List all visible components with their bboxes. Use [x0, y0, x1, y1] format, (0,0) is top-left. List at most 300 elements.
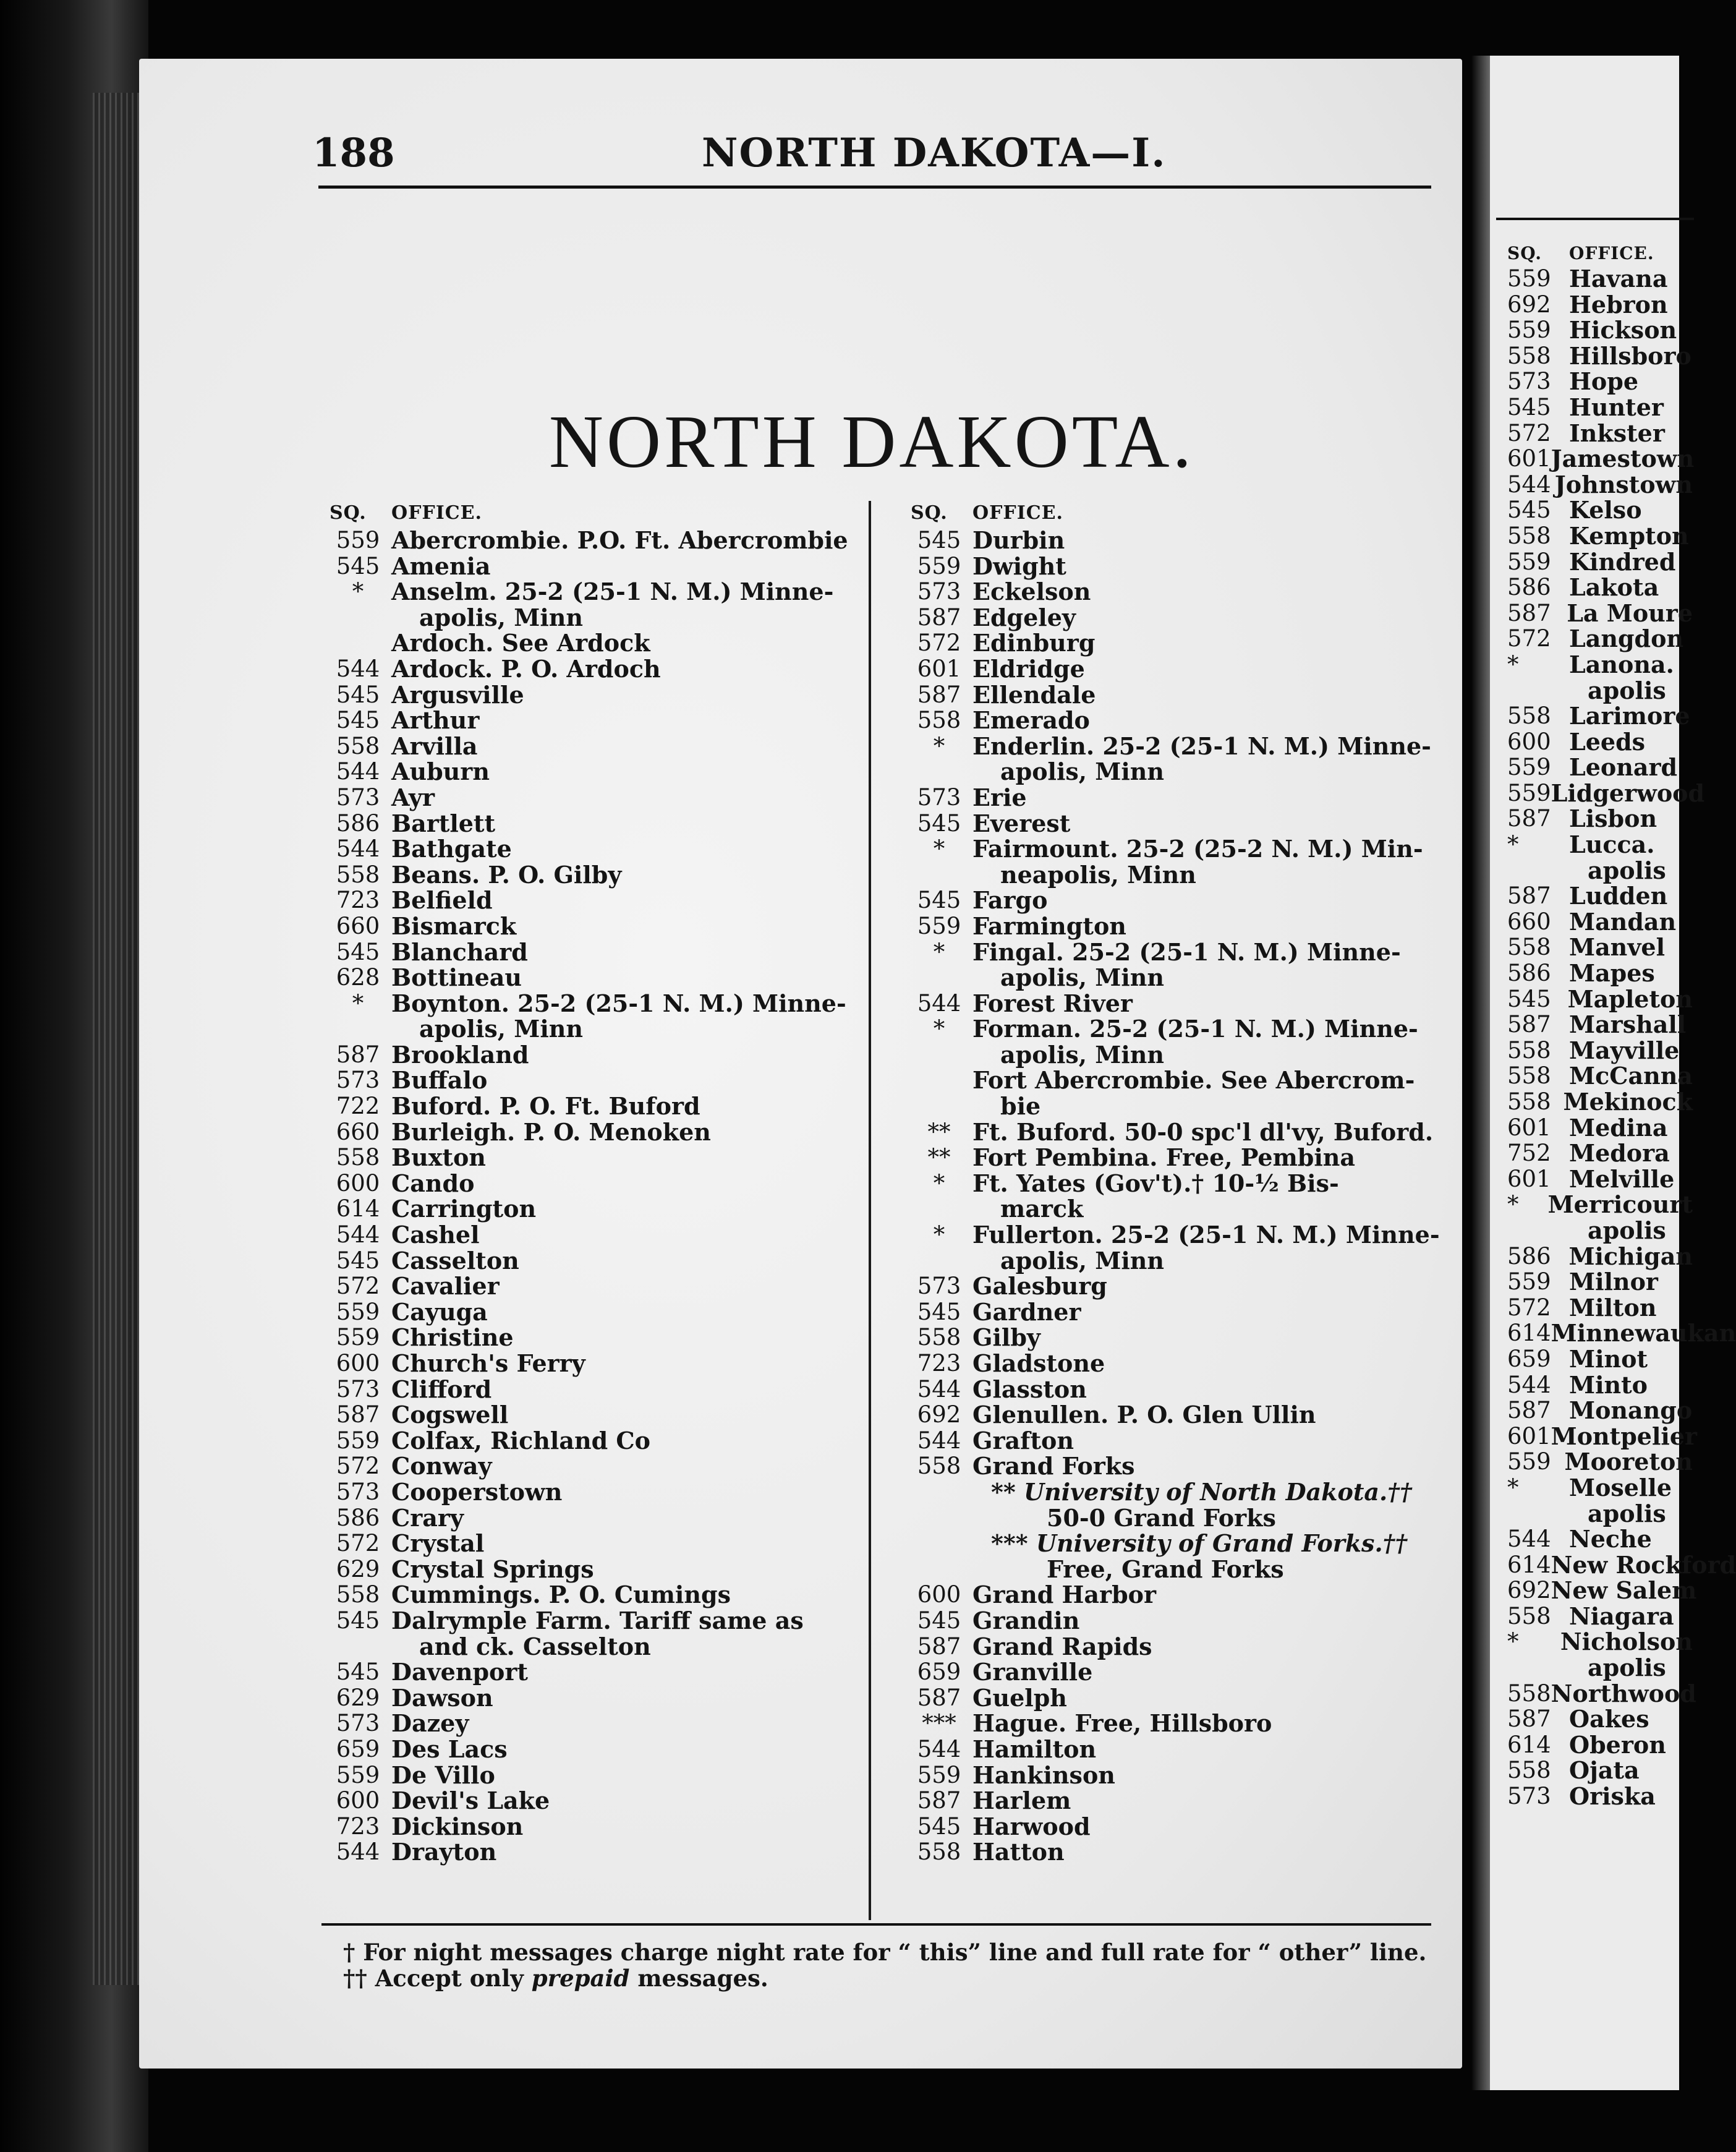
- entry-office: Dickinson: [391, 1812, 524, 1840]
- entry-sq: 545: [917, 1607, 961, 1634]
- directory-entry: [906, 682, 1450, 708]
- directory-entry: [1507, 729, 1693, 755]
- entry-office: Marshall: [1569, 1010, 1687, 1039]
- entry-office: New Rockford: [1551, 1550, 1736, 1579]
- directory-entry: [906, 605, 1450, 631]
- directory-entry: [1507, 1422, 1698, 1450]
- entry-sq: [325, 630, 391, 656]
- entry-office: Lucca.: [1569, 830, 1655, 859]
- directory-entry: [325, 1222, 887, 1248]
- column-header: [906, 498, 1450, 527]
- directory-entry: [1507, 1475, 1693, 1501]
- entry-office: Arthur: [391, 706, 480, 735]
- entry-sq: 601: [917, 655, 961, 682]
- entry-sq: 545: [1507, 985, 1551, 1012]
- entry-office: Lanona.: [1569, 650, 1674, 678]
- entry-office: Dalrymple Farm. Tariff same as: [391, 1606, 804, 1634]
- entry-sq: 558: [917, 1324, 961, 1351]
- entry-sq: [906, 1556, 972, 1582]
- entry-sq: 600: [336, 1169, 380, 1197]
- entry-office: Milton: [1569, 1293, 1657, 1322]
- directory-entry: [325, 1710, 887, 1736]
- entry-office: Neche: [1569, 1525, 1652, 1553]
- directory-entry: [1507, 858, 1693, 884]
- directory-entry: [325, 785, 887, 811]
- directory-entry: [1507, 446, 1693, 472]
- directory-entry: [1507, 1757, 1693, 1783]
- entry-sq: 559: [917, 552, 961, 579]
- entry-office: Buxton: [391, 1143, 486, 1172]
- entry-sq: 558: [1507, 342, 1551, 369]
- directory-entry: [325, 1453, 887, 1479]
- entry-sq: 573: [917, 1273, 961, 1300]
- entry-office: Mekinock: [1563, 1088, 1693, 1116]
- directory-entry: [1507, 1783, 1693, 1809]
- entry-sq: 545: [917, 527, 961, 553]
- office-column-fragment: [1507, 240, 1736, 1811]
- entry-office: apolis: [1588, 1654, 1666, 1682]
- entry-office: Medina: [1569, 1113, 1668, 1142]
- entry-sq: 544: [336, 1221, 380, 1249]
- entry-sq: 614: [336, 1195, 380, 1223]
- entry-sq: 559: [917, 912, 961, 939]
- directory-entry: [325, 759, 887, 785]
- entry-office: Everest: [972, 809, 1071, 837]
- directory-entry: [325, 1042, 887, 1068]
- entry-office: Fairmount. 25-2 (25-2 N. M.) Min-: [972, 835, 1423, 863]
- entry-sq: [906, 862, 972, 888]
- directory-entry: [906, 1325, 1450, 1351]
- directory-entry: [325, 1351, 887, 1377]
- entry-sq: *: [1507, 1191, 1519, 1218]
- entry-sq: 573: [336, 1375, 380, 1403]
- entry-sq: 558: [336, 1144, 380, 1171]
- directory-entry: [1507, 369, 1693, 395]
- entry-sq: 559: [336, 1324, 380, 1351]
- directory-entry: [1507, 806, 1693, 832]
- directory-page: [139, 59, 1462, 2069]
- entry-office: Cashel: [391, 1221, 480, 1249]
- entry-sq: 659: [1507, 1345, 1551, 1372]
- entry-office: Glasston: [972, 1375, 1087, 1403]
- entry-office: apolis, Minn: [1000, 758, 1165, 786]
- entry-sq: **: [927, 1144, 951, 1171]
- entry-office: Gardner: [972, 1297, 1081, 1326]
- entry-office: apolis: [1588, 856, 1666, 884]
- directory-entry: [325, 1196, 887, 1222]
- entry-office: Mandan: [1569, 907, 1677, 936]
- entry-office: Medora: [1569, 1139, 1670, 1168]
- directory-entry: [906, 1762, 1450, 1788]
- directory-entry: [906, 1119, 1450, 1145]
- directory-entry: [1507, 1140, 1693, 1166]
- entry-sq: 586: [336, 809, 380, 837]
- directory-entry: [1507, 317, 1693, 343]
- entry-office: Church's Ferry: [391, 1349, 585, 1377]
- entry-sq: 752: [1507, 1140, 1551, 1167]
- entry-sq: [906, 1196, 972, 1222]
- entry-office: apolis: [1588, 676, 1666, 704]
- entry-sq: 544: [917, 1735, 961, 1762]
- entry-office: Cayuga: [391, 1297, 488, 1326]
- entry-office: Mooreton: [1564, 1448, 1693, 1476]
- entry-sq: 587: [917, 604, 961, 631]
- entry-office: Leonard: [1569, 753, 1678, 782]
- directory-entry: [906, 1479, 1450, 1505]
- directory-entry: [1507, 1063, 1693, 1089]
- entry-sq: 558: [1507, 1757, 1551, 1784]
- entry-office: Northwood: [1551, 1679, 1696, 1707]
- directory-entry: [1507, 600, 1693, 626]
- entry-office: 50-0 Grand Forks: [1047, 1503, 1276, 1532]
- entry-sq: ***: [922, 1710, 956, 1737]
- directory-entry: [906, 1402, 1450, 1428]
- directory-entry: [1507, 472, 1693, 498]
- directory-entry: [906, 1582, 1450, 1608]
- directory-entry: [325, 1839, 887, 1865]
- entry-office: Mapes: [1569, 959, 1655, 988]
- directory-entry: [325, 1299, 887, 1325]
- entry-office: Brookland: [391, 1040, 529, 1069]
- directory-entry: [906, 1788, 1450, 1814]
- entry-sq: 629: [336, 1684, 380, 1711]
- entry-list: [1507, 265, 1736, 1811]
- entry-office: Melville: [1569, 1164, 1675, 1193]
- directory-entry: [1507, 1398, 1693, 1424]
- directory-entry: [906, 1067, 1450, 1093]
- directory-entry: [325, 811, 887, 837]
- entry-sq: 544: [336, 758, 380, 785]
- entry-office: Drayton: [391, 1838, 497, 1866]
- directory-entry: [1507, 1166, 1693, 1192]
- gutter-shadow: [1471, 56, 1490, 2090]
- entry-office: Crystal Springs: [391, 1555, 594, 1583]
- entry-sq: *: [1507, 1628, 1519, 1655]
- entry-sq: 559: [1507, 265, 1551, 292]
- entry-office: apolis: [1588, 1499, 1666, 1527]
- directory-entry: [906, 913, 1450, 939]
- entry-office: Ft. Buford. 50-0 spc'l dl'vy, Buford.: [972, 1117, 1434, 1146]
- entry-office: Fingal. 25-2 (25-1 N. M.) Minne-: [972, 937, 1401, 966]
- entry-sq: 587: [917, 1787, 961, 1814]
- entry-sq: 601: [1507, 445, 1551, 472]
- directory-entry: [325, 836, 887, 862]
- sq-header: SQ.: [330, 502, 367, 524]
- directory-entry: [906, 965, 1450, 991]
- directory-entry: [325, 991, 887, 1017]
- entry-sq: 545: [336, 938, 380, 965]
- entry-office: Buford. P. O. Ft. Buford: [391, 1092, 700, 1121]
- entry-office: Kempton: [1569, 521, 1689, 550]
- directory-entry: [325, 1505, 887, 1531]
- entry-sq: 558: [1507, 522, 1551, 549]
- directory-entry: [325, 1171, 887, 1197]
- entry-sq: 573: [336, 1478, 380, 1505]
- entry-sq: 572: [1507, 625, 1551, 652]
- directory-entry: [906, 991, 1450, 1017]
- directory-entry: [1507, 1244, 1693, 1270]
- entry-sq: 722: [336, 1093, 380, 1120]
- entry-office: Dwight: [972, 552, 1066, 580]
- entry-office: Minnewaukan: [1551, 1319, 1736, 1347]
- entry-office: Langdon: [1569, 625, 1684, 653]
- sq-header: SQ.: [911, 502, 948, 524]
- directory-entry: [1507, 549, 1693, 575]
- directory-entry: [906, 1171, 1450, 1197]
- entry-sq: 573: [917, 578, 961, 605]
- entry-office: Minot: [1569, 1344, 1648, 1373]
- entry-sq: [906, 1093, 972, 1119]
- directory-entry: [325, 733, 887, 759]
- entry-sq: [1507, 1218, 1569, 1244]
- entry-sq: 573: [336, 1067, 380, 1094]
- directory-entry: [1507, 754, 1693, 780]
- directory-entry: [906, 1042, 1450, 1068]
- entry-sq: [1507, 678, 1569, 704]
- entry-sq: 545: [336, 1659, 380, 1686]
- entry-office: Farmington: [972, 912, 1126, 940]
- directory-entry: [1507, 1269, 1693, 1295]
- entry-sq: 544: [917, 1427, 961, 1454]
- directory-entry: [906, 1556, 1450, 1582]
- entry-office: Blanchard: [391, 937, 528, 966]
- entry-sq: 692: [1507, 1577, 1551, 1604]
- entry-sq: 723: [336, 887, 380, 914]
- entry-office: Bismarck: [391, 912, 517, 940]
- entry-office: Grafton: [972, 1426, 1074, 1454]
- entry-sq: 659: [336, 1735, 380, 1762]
- entry-office: Argusville: [391, 680, 524, 709]
- entry-sq: *: [352, 989, 364, 1017]
- entry-sq: [1507, 1655, 1569, 1681]
- directory-entry: [906, 1145, 1450, 1171]
- directory-entry: [1507, 1679, 1696, 1707]
- entry-office: Dawson: [391, 1683, 493, 1712]
- directory-entry: [906, 1428, 1450, 1454]
- entry-office: Cando: [391, 1169, 475, 1197]
- column-divider: [869, 501, 871, 1920]
- directory-entry: [1507, 779, 1705, 807]
- directory-entry: [1507, 1526, 1693, 1552]
- entry-sq: 545: [917, 887, 961, 914]
- directory-entry: [325, 1248, 887, 1274]
- directory-entry: [906, 1377, 1450, 1403]
- entry-office: La Moure: [1567, 599, 1693, 627]
- directory-entry: [1507, 1576, 1697, 1605]
- entry-office: Emerado: [972, 706, 1090, 735]
- entry-sq: 559: [336, 527, 380, 553]
- directory-entry: [906, 1634, 1450, 1660]
- entry-office: Larimore: [1569, 702, 1690, 730]
- entry-sq: *: [933, 732, 945, 759]
- column-header: [1507, 240, 1693, 266]
- directory-entry: [1507, 1732, 1693, 1758]
- entry-office: Michigan: [1568, 1242, 1693, 1270]
- directory-entry: [1507, 703, 1693, 729]
- entry-office: Forest River: [972, 989, 1133, 1017]
- entry-sq: 558: [917, 707, 961, 734]
- entry-sq: *: [933, 1169, 945, 1197]
- directory-entry: [1507, 421, 1693, 446]
- entry-sq: 559: [1507, 317, 1551, 344]
- entry-office: Cummings. P. O. Cumings: [391, 1581, 731, 1609]
- entry-office: Ojata: [1569, 1756, 1640, 1785]
- entry-office: Crystal: [391, 1529, 485, 1558]
- entry-sq: [906, 1505, 972, 1531]
- entry-office: Christine: [391, 1323, 514, 1352]
- entry-sq: 559: [917, 1761, 961, 1788]
- entry-office: Edinburg: [972, 629, 1096, 657]
- entry-sq: *: [933, 1015, 945, 1043]
- entry-sq: [325, 1634, 391, 1660]
- entry-office: Hague. Free, Hillsboro: [972, 1709, 1272, 1738]
- entry-sq: 559: [336, 1298, 380, 1325]
- entry-office: Kelso: [1569, 496, 1642, 524]
- entry-list: [906, 527, 1450, 1865]
- directory-entry: [325, 707, 887, 733]
- directory-entry: [325, 1556, 887, 1582]
- directory-entry: [906, 1351, 1450, 1377]
- entry-office: Milnor: [1569, 1268, 1658, 1296]
- entry-sq: 558: [1507, 702, 1551, 730]
- entry-sq: 600: [917, 1581, 961, 1608]
- entry-sq: 600: [336, 1350, 380, 1377]
- entry-office: Dazey: [391, 1709, 469, 1738]
- entry-office: De Villo: [391, 1761, 495, 1789]
- entry-sq: 544: [917, 1375, 961, 1403]
- directory-entry: [325, 1016, 887, 1042]
- directory-entry: [1507, 832, 1693, 858]
- entry-sq: 659: [917, 1659, 961, 1686]
- entry-sq: 587: [1507, 882, 1551, 910]
- directory-entry: [325, 1402, 887, 1428]
- entry-sq: 692: [1507, 291, 1551, 318]
- entry-sq: 723: [336, 1813, 380, 1840]
- header-rule: [1496, 218, 1694, 220]
- entry-office: New Salem: [1551, 1576, 1697, 1605]
- entry-sq: 586: [1507, 1242, 1551, 1270]
- footer-rule: [321, 1923, 1431, 1926]
- directory-entry: [906, 862, 1450, 888]
- entry-office: Ayr: [391, 783, 435, 811]
- directory-entry: [1507, 1192, 1693, 1218]
- entry-sq: 544: [336, 655, 380, 682]
- entry-sq: [1507, 1501, 1569, 1527]
- directory-entry: [1507, 1603, 1693, 1629]
- entry-office: Devil's Lake: [391, 1787, 550, 1815]
- entry-sq: [906, 1067, 972, 1093]
- entry-office: Anselm. 25-2 (25-1 N. M.) Minne-: [391, 578, 834, 606]
- entry-sq: 545: [1507, 497, 1551, 524]
- directory-entry: [325, 887, 887, 913]
- directory-entry: [325, 965, 887, 991]
- entry-office: Buffalo: [391, 1066, 488, 1095]
- entry-sq: 558: [336, 1581, 380, 1608]
- entry-office: Hickson: [1569, 316, 1677, 344]
- entry-office: Fort Pembina. Free, Pembina: [972, 1143, 1356, 1172]
- entry-sq: 558: [336, 861, 380, 888]
- entry-sq: 545: [917, 1813, 961, 1840]
- directory-entry: [325, 1093, 887, 1119]
- directory-entry: [1507, 883, 1693, 909]
- directory-entry: [325, 1788, 887, 1814]
- entry-office: Hillsboro: [1569, 341, 1691, 370]
- entry-office: Mayville: [1569, 1036, 1680, 1064]
- entry-sq: *: [933, 1221, 945, 1249]
- directory-entry: [325, 579, 887, 605]
- entry-office: Hebron: [1569, 290, 1668, 318]
- office-header: OFFICE.: [972, 502, 1063, 524]
- entry-office: neapolis, Minn: [1000, 860, 1196, 889]
- entry-sq: 628: [336, 964, 380, 991]
- entry-sq: 614: [1507, 1320, 1551, 1347]
- entry-office: Crary: [391, 1503, 464, 1532]
- directory-entry: [906, 1531, 1450, 1556]
- entry-office: Eldridge: [972, 654, 1085, 683]
- entry-office: Niagara: [1569, 1602, 1674, 1630]
- entry-sq: [1507, 858, 1569, 884]
- directory-entry: [325, 553, 887, 579]
- directory-entry: [1507, 626, 1693, 652]
- header-rule: [318, 186, 1431, 189]
- directory-entry: [1507, 343, 1693, 369]
- entry-office: Durbin: [972, 526, 1065, 554]
- entry-office: Casselton: [391, 1246, 519, 1275]
- entry-sq: 572: [336, 1530, 380, 1557]
- entry-sq: 559: [1507, 779, 1551, 806]
- entry-sq: 559: [1507, 754, 1551, 781]
- directory-entry: [906, 656, 1450, 682]
- directory-entry: [325, 1762, 887, 1788]
- directory-entry: [325, 1067, 887, 1093]
- entry-office: Ludden: [1569, 882, 1668, 910]
- entry-office: Hankinson: [972, 1761, 1115, 1789]
- entry-sq: 586: [336, 1504, 380, 1531]
- entry-sq: 587: [1507, 599, 1551, 626]
- entry-office: Ardock. P. O. Ardoch: [391, 654, 661, 683]
- directory-entry: [1507, 1115, 1693, 1141]
- directory-entry: [906, 836, 1450, 862]
- entry-office: Eckelson: [972, 578, 1091, 606]
- entry-office: Beans. P. O. Gilby: [391, 860, 622, 889]
- column-header: [325, 498, 887, 527]
- entry-office: Fullerton. 25-2 (25-1 N. M.) Minne-: [972, 1221, 1440, 1249]
- entry-office: Bartlett: [391, 809, 496, 837]
- directory-entry: [906, 1736, 1450, 1762]
- directory-entry: [906, 1273, 1450, 1299]
- entry-office: Cavalier: [391, 1272, 500, 1300]
- entry-office: Monango: [1569, 1396, 1693, 1425]
- entry-sq: 545: [336, 681, 380, 708]
- entry-sq: 544: [336, 835, 380, 863]
- directory-entry: [325, 913, 887, 939]
- entry-office: Nicholson: [1560, 1628, 1693, 1656]
- entry-sq: 545: [336, 707, 380, 734]
- entry-office: Boynton. 25-2 (25-1 N. M.) Minne-: [391, 989, 846, 1017]
- entry-office: bie: [1000, 1092, 1041, 1121]
- entry-sq: 558: [1507, 934, 1551, 961]
- directory-entry: [1507, 1218, 1693, 1244]
- entry-office: Ardoch. See Ardock: [391, 629, 650, 657]
- entry-office: McCanna: [1569, 1062, 1693, 1090]
- entry-sq: 544: [1507, 471, 1551, 498]
- directory-entry: [325, 1325, 887, 1351]
- entry-office: apolis, Minn: [419, 603, 584, 631]
- entry-office: ** University of North Dakota.††: [991, 1477, 1412, 1506]
- directory-entry: [906, 1299, 1450, 1325]
- entry-sq: 601: [1507, 1422, 1551, 1450]
- directory-entry: [325, 1479, 887, 1505]
